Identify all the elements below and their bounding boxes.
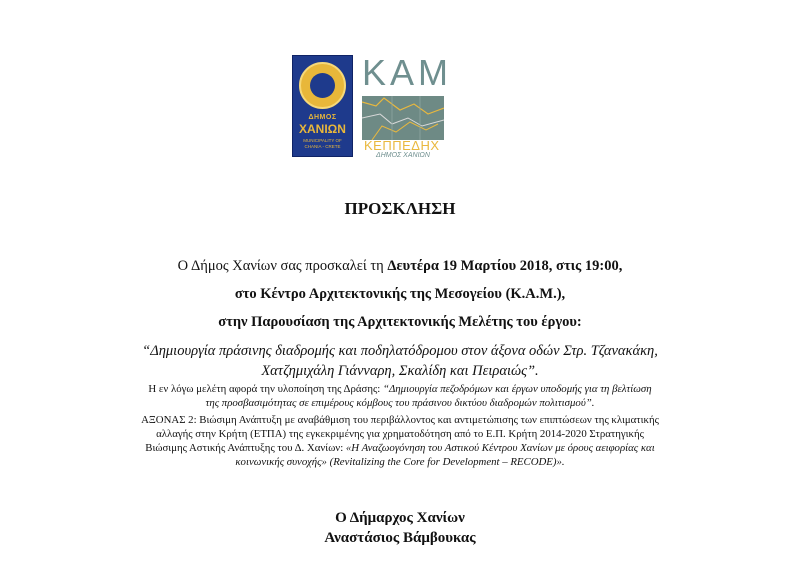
seal-icon bbox=[299, 62, 346, 109]
presentation-line: στην Παρουσίαση της Αρχιτεκτονικής Μελέτης του έργου: bbox=[218, 314, 582, 330]
project-title-line-2: Χατζημιχάλη Γιάνναρη, Σκαλίδη και Πειραιώς”. bbox=[261, 363, 539, 379]
details-line-6: κοινωνικής συνοχής» (Revitalizing the Core for Development – RECODE)». bbox=[235, 456, 565, 468]
details-line-2: της προσβασιμότητας σε επιμέρους κόμβους του πράσινου δικτύου διαδρομών πολιτισμού”. bbox=[205, 397, 595, 409]
details-line-5: Βιώσιμης Αστικής Ανάπτυξης του Δ. Χανίων: «Η Αναζωογόνηση του Αστικού Κέντρου Χανίων με όρους αειφορίας και bbox=[145, 442, 655, 454]
page-title: ΠΡΟΣΚΛΗΣΗ bbox=[344, 199, 456, 218]
logo-chania-subtitle: MUNICIPALITY OF CHANIA - CRETE bbox=[303, 138, 342, 149]
invitation-date: Δευτέρα 19 Μαρτίου 2018, στις 19:00, bbox=[387, 258, 623, 274]
kam-dimos-text: ΔΗΜΟΣ ΧΑΝΙΩΝ bbox=[376, 152, 430, 159]
invitation-line bbox=[0, 258, 800, 275]
kam-map-icon bbox=[362, 96, 444, 140]
mayor-title: Ο Δήμαρχος Χανίων bbox=[335, 510, 465, 526]
kam-keppedhs-text: ΚΕΠΠΕΔΗΧ bbox=[364, 138, 440, 153]
kam-logo bbox=[358, 52, 458, 157]
details-line-4: αλλαγής στην Κρήτη (ΕΤΠΑ) της εγκεκριμένης για χρηματοδότηση από το Ε.Π. Κρήτη 2014-2020 Στρατηγικής bbox=[156, 428, 644, 440]
kam-logo-text: ΚΑΜ bbox=[362, 52, 453, 93]
municipality-of-chania-logo bbox=[292, 55, 353, 157]
mayor-name: Αναστάσιος Βάμβουκας bbox=[324, 530, 476, 546]
invitation-text: Ο Δήμος Χανίων σας προσκαλεί τη bbox=[177, 258, 388, 274]
details-line-1: Η εν λόγω μελέτη αφορά την υλοποίηση της Δράσης: “Δημιουργία πεζοδρόμων και έργων υποδομής για τη βελτίωση bbox=[148, 383, 652, 395]
logo-dimos-text: ΔΗΜΟΣ bbox=[308, 114, 337, 121]
project-title-line-1: “Δημιουργία πράσινης διαδρομής και ποδηλατόδρομου στον άξονα οδών Στρ. Τζανακάκη, bbox=[142, 343, 658, 359]
location-line: στο Κέντρο Αρχιτεκτονικής της Μεσογείου (Κ.Α.Μ.), bbox=[234, 286, 566, 302]
logo-chania-text: ΧΑΝΙΩΝ bbox=[299, 122, 346, 136]
details-line-3: ΑΞΟΝΑΣ 2: Βιώσιμη Ανάπτυξη με αναβάθμιση του περιβάλλοντος και αντιμετώπισης των επιπτώσεων της κλιματικής bbox=[141, 414, 659, 426]
